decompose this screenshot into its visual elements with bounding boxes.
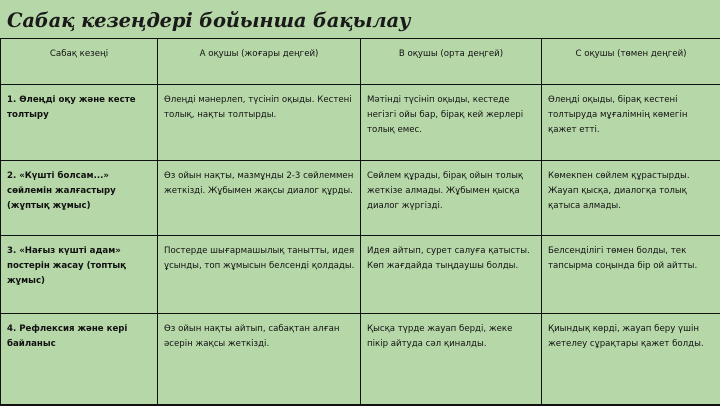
stage-cell: 3. «Нағыз күшті адам» постерін жасау (топтық жұмыс) (1, 236, 158, 314)
student-b-cell: Сөйлем құрады, бірақ ойын толық жеткізе алмады. Жұбымен қысқа диалог жүргізді. (361, 161, 542, 236)
student-c-cell: Көмекпен сөйлем құрастырды. Жауап қысқа, диалогқа толық қатыса алмады. (542, 161, 720, 236)
observation-table (0, 38, 720, 406)
student-a-cell: Өлеңді мәнерлеп, түсініп оқыды. Кестені толық, нақты толтырды. (158, 85, 361, 161)
stage-cell: 1. Өлеңді оқу және кесте толтыру (1, 85, 158, 161)
student-c-cell: Белсенділігі төмен болды, тек тапсырма соңында бір ой айтты. (542, 236, 720, 314)
student-a-cell: Постерде шығармашылық танытты, идея ұсынды, топ жұмысын белсенді қолдады. (158, 236, 361, 314)
page-title: Сабақ кезеңдері бойынша бақылау (7, 9, 410, 32)
table-row (1, 236, 720, 314)
student-b-cell: Мәтінді түсініп оқыды, кестеде негізгі ойы бар, бірақ кей жерлері толық емес. (361, 85, 542, 161)
stage-cell: 4. Рефлексия және кері байланыс (1, 314, 158, 405)
student-c-cell: Өлеңді оқыды, бірақ кестені толтыруда мұғалімнің көмегін қажет етті. (542, 85, 720, 161)
stage-cell: 2. «Күшті болсам...» сөйлемін жалғастыру (жұптық жұмыс) (1, 161, 158, 236)
table-row (1, 314, 720, 405)
header-student-c: C оқушы (төмен деңгей) (542, 39, 720, 85)
table-header-row (1, 39, 720, 85)
student-a-cell: Өз ойын нақты айтып, сабақтан алған әсерін жақсы жеткізді. (158, 314, 361, 405)
header-student-a: A оқушы (жоғары деңгей) (158, 39, 361, 85)
table-row (1, 85, 720, 161)
table-row (1, 161, 720, 236)
header-lesson-stage: Сабақ кезеңі (1, 39, 158, 85)
student-a-cell: Өз ойын нақты, мазмұнды 2-3 сөйлеммен жеткізді. Жұбымен жақсы диалог құрды. (158, 161, 361, 236)
student-b-cell: Идея айтып, сурет салуға қатысты. Көп жағдайда тыңдаушы болды. (361, 236, 542, 314)
student-b-cell: Қысқа түрде жауап берді, жеке пікір айтуда сәл қиналды. (361, 314, 542, 405)
student-c-cell: Қиындық көрді, жауап беру үшін жетелеу сұрақтары қажет болды. (542, 314, 720, 405)
header-student-b: B оқушы (орта деңгей) (361, 39, 542, 85)
